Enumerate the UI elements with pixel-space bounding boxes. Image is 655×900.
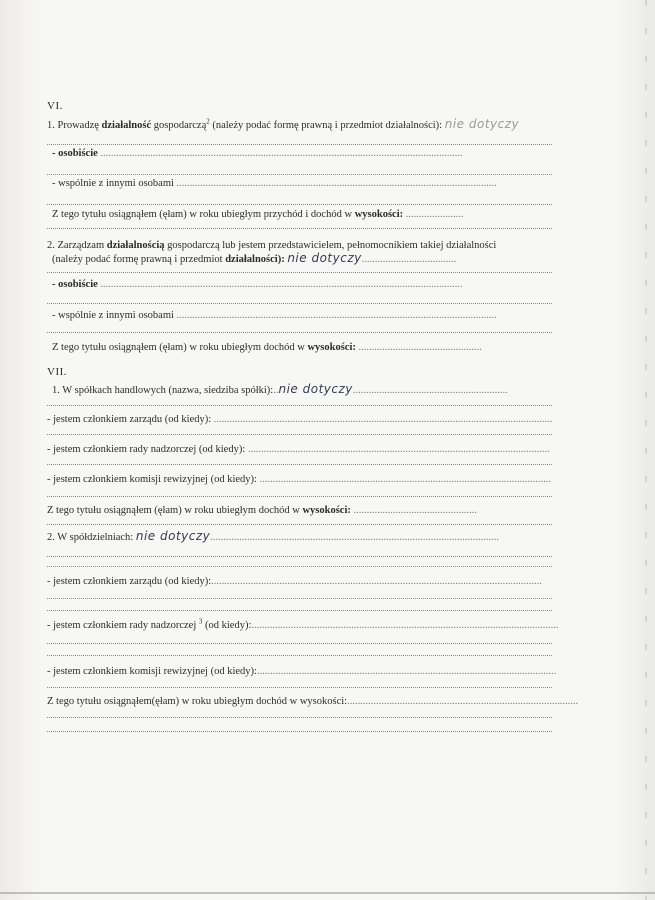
s7-item2-income: Z tego tytułu osiągnąłem(ęłam) w roku ubiegłym dochód w wysokości:........................................................................................ xyxy=(47,696,579,707)
fill-line xyxy=(47,610,552,611)
s7-item1-handwritten: nie dotyczy xyxy=(278,382,353,396)
s7-item1-income: Z tego tytułu osiągnąłem (ęłam) w roku ubiegłym dochód w wysokości: ............................................... xyxy=(47,505,477,516)
fill-line xyxy=(47,434,552,435)
s6-item2-osobiscie: - osobiście .......................................................................................................................................... xyxy=(52,279,463,290)
fill-line xyxy=(47,303,552,304)
fill-line xyxy=(47,228,552,229)
s7-item1-zarzad: - jestem członkiem zarządu (od kiedy): ................................................................................................................................. xyxy=(47,414,553,425)
fill-line xyxy=(47,524,552,525)
s7-item2-handwritten: nie dotyczy xyxy=(135,529,211,543)
s7-item2-komisja: - jestem członkiem komisji rewizyjnej (od kiedy):.................................................................................................................. xyxy=(47,666,557,677)
fill-line xyxy=(47,566,552,567)
fill-line xyxy=(47,272,552,273)
s6-item2-line2: (należy podać formę prawną i przedmiot działalności): nie dotyczy.................................... xyxy=(52,251,457,265)
s6-item2-wspolnie: - wspólnie z innymi osobami .......................................................................................................................... xyxy=(52,310,497,321)
s7-item1-line: 1. W spółkach handlowych (nazwa, siedziba spółki):..nie dotyczy........................................................... xyxy=(52,382,508,396)
scan-edge xyxy=(645,0,647,900)
fill-line xyxy=(47,464,552,465)
s6-item2-income: Z tego tytułu osiągnąłem (ęłam) w roku ubiegłym dochód w wysokości: ............................................... xyxy=(52,342,482,353)
s7-item2-zarzad: - jestem członkiem zarządu (od kiedy):.............................................................................................................................. xyxy=(47,576,542,587)
fill-line xyxy=(47,496,552,497)
fill-line xyxy=(47,687,552,688)
s6-item1-income: Z tego tytułu osiągnąłem (ęłam) w roku ubiegłym przychód i dochód w wysokości: ...................... xyxy=(52,209,464,220)
fill-line xyxy=(47,174,552,175)
s7-item1-rada: - jestem członkiem rady nadzorczej (od kiedy): ................................................................................................................... xyxy=(47,444,550,455)
s7-item2-line: 2. W spółdzielniach: nie dotyczy.............................................................................................................. xyxy=(47,529,500,543)
s7-item2-rada: - jestem członkiem rady nadzorczej $^3$ (od kiedy):..................................................................................................................... xyxy=(47,617,559,631)
fill-line xyxy=(47,598,552,599)
fill-line xyxy=(47,717,552,718)
s6-item1-osobiscie: - osobiście .......................................................................................................................................... xyxy=(52,148,463,159)
s6-item1-wspolnie: - wspólnie z innymi osobami .......................................................................................................................... xyxy=(52,178,497,189)
s6-item2-line: 2. Zarządzam działalnością gospodarczą lub jestem przedstawicielem, pełnomocnikiem takiej działalności xyxy=(47,240,497,251)
fill-line xyxy=(47,643,552,644)
fill-line xyxy=(47,144,552,145)
s6-item1-line: 1. Prowadzę działalność gospodarczą$^2$ (należy podać formę prawną i przedmiot działalności): nie dotyczy xyxy=(47,117,520,131)
fill-line xyxy=(47,731,552,732)
section-6-heading: VI. xyxy=(47,100,63,112)
s6-item1-handwritten: nie dotyczy xyxy=(444,117,520,131)
section-7-heading: VII. xyxy=(47,366,68,378)
scan-bottom-edge xyxy=(0,892,655,894)
fill-line xyxy=(47,655,552,656)
fill-line xyxy=(47,204,552,205)
fill-line xyxy=(47,332,552,333)
s7-item1-komisja: - jestem członkiem komisji rewizyjnej (od kiedy): ............................................................................................................... xyxy=(47,474,551,485)
fill-line xyxy=(47,405,552,406)
fill-line xyxy=(47,556,552,557)
s6-item2-handwritten: nie dotyczy xyxy=(287,251,362,265)
